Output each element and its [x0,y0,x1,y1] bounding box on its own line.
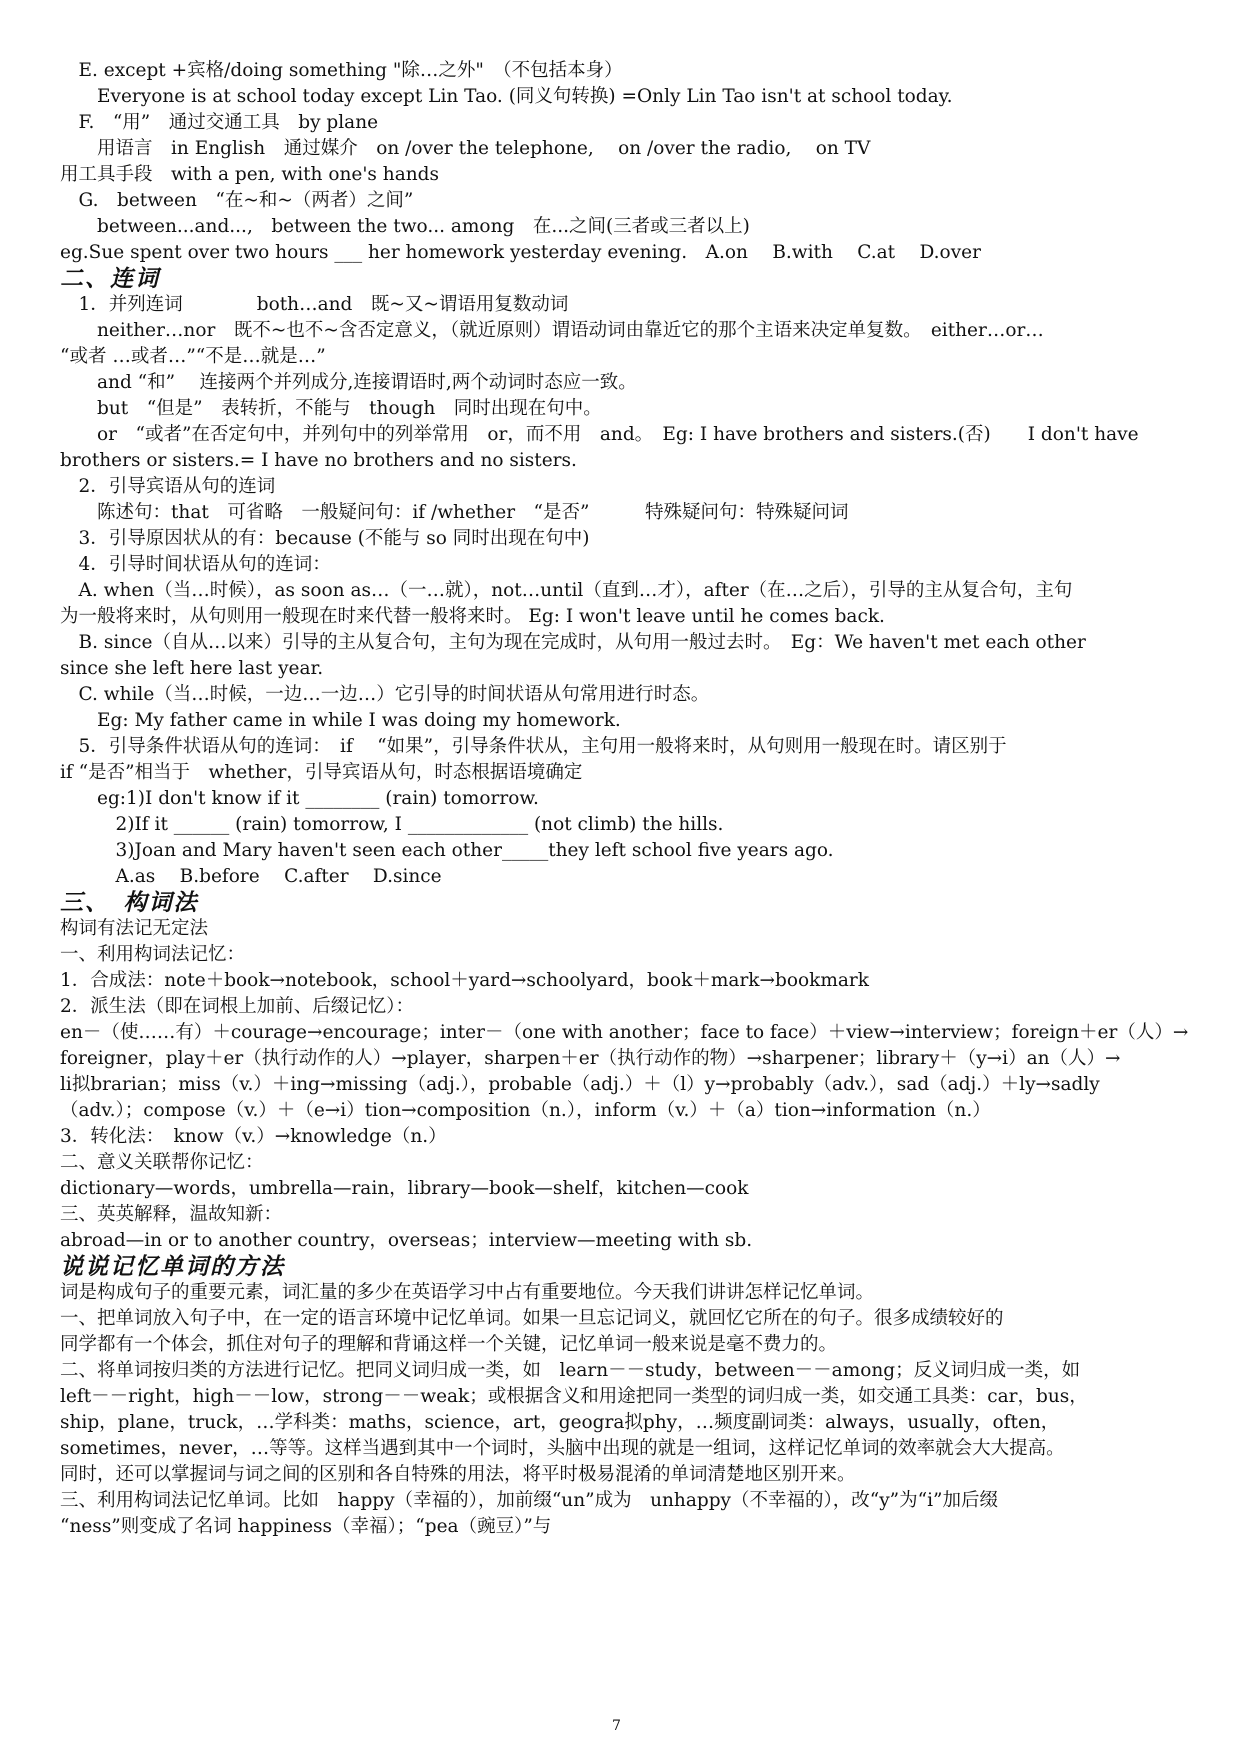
text-line: brothers or sisters.= I have no brothers and no sisters. [60,450,577,471]
text-line: 2)If it ______ (rain) tomorrow, I _____________ (not climb) the hills. [60,814,724,835]
text-line: 陈述句：that 可省略 一般疑问句：if /whether “是否” 特殊疑问句：特殊疑问词 [60,502,849,523]
text-line: （adv.）；compose（v.）＋（e→i）tion→composition（n.），inform（v.）＋（a）tion→information（n.） [60,1100,991,1121]
text-line: A. when（当…时候），as soon as…（一…就），not…until（直到…才），after（在…之后），引导的主从复合句，主句 [60,580,1073,601]
text-line: dictionary—words，umbrella—rain，library—book—shelf，kitchen—cook [60,1178,749,1199]
text-line: 构词有法记无定法 [60,918,209,939]
text-line: between...and..., between the two... among 在...之间(三者或三者以上) [60,216,750,237]
text-line: 5．引导条件状语从句的连词： if “如果”，引导条件状从，主句用一般将来时，从句则用一般现在时。请区别于 [60,736,1007,757]
text-line: 3．引导原因状从的有：because (不能与 so 同时出现在句中) [60,528,590,549]
text-line: 2．引导宾语从句的连词 [60,476,276,497]
text-line: 二、意义关联帮你记忆： [60,1152,264,1173]
text-line: 用语言 in English 通过媒介 on /over the telephone, on /over the radio, on TV [60,138,871,159]
text-line: Everyone is at school today except Lin Tao. (同义句转换) =Only Lin Tao isn't at school today. [60,86,953,107]
text-line: en－（使……有）＋courage→encourage；inter－（one with another；face to face）＋view→interview；foreign＋er（人）→ [60,1022,1189,1043]
text-line: or “或者”在否定句中，并列句中的列举常用 or，而不用 and。 Eg: I have brothers and sisters.(否) I don't have [60,424,1139,445]
text-line: 一、把单词放入句子中，在一定的语言环境中记忆单词。如果一旦忘记词义，就回忆它所在的句子。很多成绩较好的 [60,1308,1004,1329]
text-line: since she left here last year. [60,658,324,679]
text-line: and “和” 连接两个并列成分,连接谓语时,两个动词时态应一致。 [60,372,637,393]
text-line: 1．并列连词 both…and 既~又~谓语用复数动词 [60,294,569,315]
text-line: foreigner，play＋er（执行动作的人）→player，sharpen＋er（执行动作的物）→sharpener；library＋（y→i）an（人）→ [60,1048,1121,1069]
text-line: but “但是” 表转折，不能与 though 同时出现在句中。 [60,398,602,419]
text-line: 4．引导时间状语从句的连词： [60,554,331,575]
text-line: 3)Joan and Mary haven't seen each other_____they left school five years ago. [60,840,834,861]
text-line: E. except +宾格/doing something "除…之外" （不包括本身） [60,60,623,81]
text-line: 三、利用构词法记忆单词。比如 happy（幸福的），加前缀“un”成为 unhappy（不幸福的），改“y”为“i”加后缀 [60,1490,998,1511]
text-line: left－－right，high－－low，strong－－weak；或根据含义和用途把同一类型的词归成一类，如交通工具类：car，bus， [60,1386,1088,1407]
text-line: “或者 …或者…”“不是…就是…” [60,346,326,367]
text-line: 三、英英解释，温故知新： [60,1204,283,1225]
section-heading: 三、 构词法 [60,890,199,916]
text-line: 同学都有一个体会，抓住对句子的理解和背诵这样一个关键，记忆单词一般来说是毫不费力的。 [60,1334,838,1355]
text-line: 2．派生法（即在词根上加前、后缀记忆）： [60,996,415,1017]
text-line: abroad—in or to another country，overseas；interview—meeting with sb. [60,1230,753,1251]
text-line: li拟brarian；miss（v.）＋ing→missing（adj.），probable（adj.）＋（l）y→probably（adv.），sad（adj.）＋ly→sadly [60,1074,1100,1095]
text-line: 1．合成法：note＋book→notebook，school＋yard→schoolyard，book＋mark→bookmark [60,970,869,991]
text-line: neither…nor 既不~也不~含否定意义，（就近原则）谓语动词由靠近它的那个主语来决定单复数。 either…or… [60,320,1044,341]
text-line: 3．转化法： know（v.）→knowledge（n.） [60,1126,447,1147]
section-heading: 二、连词 [60,266,160,292]
text-line: 用工具手段 with a pen, with one's hands [60,164,439,185]
text-line: if “是否”相当于 whether，引导宾语从句，时态根据语境确定 [60,762,583,783]
text-line: 一、利用构词法记忆： [60,944,246,965]
text-line: eg:1)I don't know if it ________ (rain) tomorrow. [60,788,539,809]
page-number: 7 [612,1718,621,1734]
text-line: ship，plane，truck，…学科类：maths，science，art，geogra拟phy，…频度副词类：always，usually，often， [60,1412,1060,1433]
text-line: B. since（自从…以来）引导的主从复合句，主句为现在完成时，从句用一般过去时。 Eg：We haven't met each other [60,632,1086,653]
text-line: Eg: My father came in while I was doing my homework. [60,710,621,731]
text-line: G. between “在~和~（两者）之间” [60,190,414,211]
text-line: sometimes，never，…等等。这样当遇到其中一个词时，头脑中出现的就是一组词，这样记忆单词的效率就会大大提高。 [60,1438,1065,1459]
text-line: 为一般将来时，从句则用一般现在时来代替一般将来时。 Eg: I won't leave until he comes back. [60,606,885,627]
text-line: A.as B.before C.after D.since [60,866,442,887]
text-line: 二、将单词按归类的方法进行记忆。把同义词归成一类，如 learn－－study，between－－among；反义词归成一类，如 [60,1360,1081,1381]
section-heading: 说说记忆单词的方法 [60,1254,285,1280]
text-line: 同时，还可以掌握词与词之间的区别和各自特殊的用法，将平时极易混淆的单词清楚地区别开来。 [60,1464,856,1485]
text-line: 词是构成句子的重要元素，词汇量的多少在英语学习中占有重要地位。今天我们讲讲怎样记忆单词。 [60,1282,875,1303]
text-line: “ness”则变成了名词 happiness（幸福）；“pea（豌豆）”与 [60,1516,552,1537]
text-line: eg.Sue spent over two hours ___ her homework yesterday evening. A.on B.with C.at D.over [60,242,981,263]
text-line: C. while（当…时候，一边…一边…）它引导的时间状语从句常用进行时态。 [60,684,710,705]
text-line: F. “用” 通过交通工具 by plane [60,112,379,133]
